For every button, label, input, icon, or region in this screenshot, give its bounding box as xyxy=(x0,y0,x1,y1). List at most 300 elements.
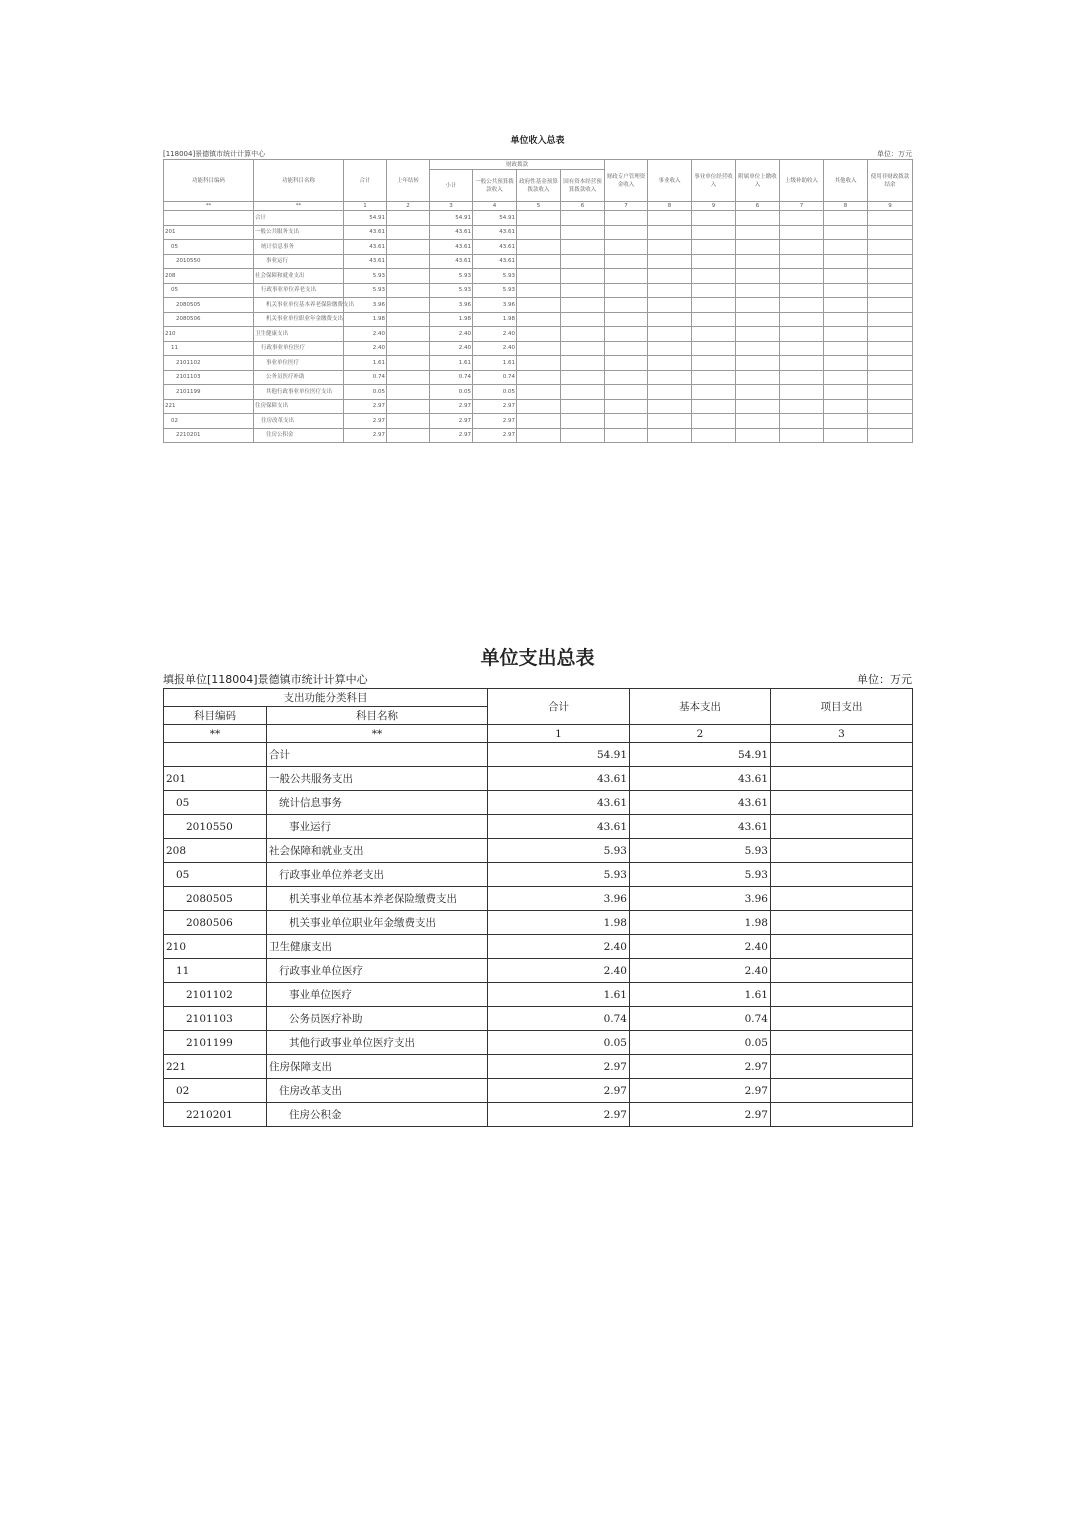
income-row-empty xyxy=(868,240,913,255)
income-row-general: 2.97 xyxy=(473,428,517,443)
income-row-carryover xyxy=(387,414,430,429)
income-row-general: 2.97 xyxy=(473,414,517,429)
income-row-empty xyxy=(561,327,605,342)
income-row-carryover xyxy=(387,327,430,342)
income-row-name: 行政事业单位养老支出 xyxy=(254,283,344,298)
income-row-empty xyxy=(692,269,736,284)
expense-row-code xyxy=(164,743,267,767)
income-index-cell: 5 xyxy=(517,202,561,211)
income-table-row xyxy=(164,298,913,313)
income-row-carryover xyxy=(387,312,430,327)
income-row-empty xyxy=(736,269,780,284)
expense-row-basic: 1.98 xyxy=(630,911,771,935)
income-row-empty xyxy=(824,327,868,342)
expense-header-project: 项目支出 xyxy=(771,689,913,725)
income-row-empty xyxy=(517,428,561,443)
income-row-empty xyxy=(648,225,692,240)
income-row-empty xyxy=(648,269,692,284)
income-row-empty xyxy=(605,370,648,385)
income-row-code: 2080505 xyxy=(164,298,254,313)
income-row-empty xyxy=(561,341,605,356)
income-header-balance: 使用非财政拨款结余 xyxy=(868,160,913,202)
income-row-empty xyxy=(605,385,648,400)
income-header-operating: 事业单位经营收入 xyxy=(692,160,736,202)
income-row-total: 5.93 xyxy=(344,269,387,284)
income-header-fiscal-group: 财政拨款 xyxy=(430,160,605,170)
expense-row-total: 54.91 xyxy=(488,743,630,767)
income-row-general: 2.97 xyxy=(473,399,517,414)
expense-index-cell: 3 xyxy=(771,725,913,743)
income-table-row xyxy=(164,283,913,298)
income-row-empty xyxy=(736,283,780,298)
income-table-row xyxy=(164,370,913,385)
income-row-empty xyxy=(736,370,780,385)
income-index-cell: ** xyxy=(254,202,344,211)
income-table-row xyxy=(164,269,913,284)
income-row-subtotal: 43.61 xyxy=(430,225,473,240)
expense-row-name: 卫生健康支出 xyxy=(267,935,488,959)
income-row-empty xyxy=(517,240,561,255)
income-meta xyxy=(163,149,912,159)
expense-row-code: 2101102 xyxy=(164,983,267,1007)
income-row-empty xyxy=(868,254,913,269)
income-row-subtotal: 5.93 xyxy=(430,283,473,298)
income-row-empty xyxy=(605,211,648,226)
income-header-gov-fund: 政府性基金预算拨款收入 xyxy=(517,170,561,202)
income-row-empty xyxy=(517,341,561,356)
expense-row-name: 机关事业单位基本养老保险缴费支出 xyxy=(267,887,488,911)
income-row-empty xyxy=(692,327,736,342)
expense-row-total: 1.61 xyxy=(488,983,630,1007)
income-row-empty xyxy=(736,341,780,356)
income-row-empty xyxy=(517,312,561,327)
expense-row-name: 公务员医疗补助 xyxy=(267,1007,488,1031)
income-row-empty xyxy=(780,399,824,414)
income-index-cell: 3 xyxy=(430,202,473,211)
income-row-empty xyxy=(780,298,824,313)
expense-row-total: 43.61 xyxy=(488,791,630,815)
expense-row-name: 住房公积金 xyxy=(267,1103,488,1127)
expense-row-code: 210 xyxy=(164,935,267,959)
expense-row-total: 0.74 xyxy=(488,1007,630,1031)
expense-row-name: 其他行政事业单位医疗支出 xyxy=(267,1031,488,1055)
income-row-general: 43.61 xyxy=(473,225,517,240)
expense-row-total: 0.05 xyxy=(488,1031,630,1055)
income-table-row xyxy=(164,240,913,255)
income-row-subtotal: 3.96 xyxy=(430,298,473,313)
income-row-empty xyxy=(517,399,561,414)
income-row-empty xyxy=(780,254,824,269)
income-row-empty xyxy=(780,327,824,342)
income-row-empty xyxy=(868,312,913,327)
income-row-empty xyxy=(561,399,605,414)
income-row-empty xyxy=(648,399,692,414)
income-header-other: 其他收入 xyxy=(824,160,868,202)
expense-table xyxy=(163,688,913,1127)
income-row-name: 住房改革支出 xyxy=(254,414,344,429)
income-row-empty xyxy=(561,211,605,226)
income-index-cell: 7 xyxy=(605,202,648,211)
income-row-code: 05 xyxy=(164,240,254,255)
income-row-carryover xyxy=(387,283,430,298)
income-row-empty xyxy=(736,254,780,269)
income-header-total: 合计 xyxy=(344,160,387,202)
income-row-general: 0.05 xyxy=(473,385,517,400)
income-row-total: 2.97 xyxy=(344,414,387,429)
expense-title: 单位支出总表 xyxy=(480,647,595,669)
expense-header-basic: 基本支出 xyxy=(630,689,771,725)
income-row-empty xyxy=(692,356,736,371)
expense-table-row xyxy=(164,1079,913,1103)
expense-row-basic: 43.61 xyxy=(630,791,771,815)
expense-row-project xyxy=(771,935,913,959)
income-row-carryover xyxy=(387,341,430,356)
expense-header-total: 合计 xyxy=(488,689,630,725)
income-row-empty xyxy=(692,298,736,313)
expense-row-total: 2.40 xyxy=(488,959,630,983)
income-row-general: 54.91 xyxy=(473,211,517,226)
income-row-code: 221 xyxy=(164,399,254,414)
income-summary xyxy=(163,133,912,443)
income-row-general: 0.74 xyxy=(473,370,517,385)
income-row-code: 2101199 xyxy=(164,385,254,400)
expense-table-row xyxy=(164,911,913,935)
income-row-empty xyxy=(824,399,868,414)
income-row-total: 1.61 xyxy=(344,356,387,371)
income-row-empty xyxy=(736,428,780,443)
income-row-name: 机关事业单位基本养老保险缴费支出 xyxy=(254,298,344,313)
income-row-empty xyxy=(517,327,561,342)
expense-table-row xyxy=(164,815,913,839)
income-header-state-capital: 国有资本经营预算拨款收入 xyxy=(561,170,605,202)
expense-row-basic: 5.93 xyxy=(630,863,771,887)
expense-row-basic: 2.97 xyxy=(630,1079,771,1103)
income-row-code xyxy=(164,211,254,226)
income-row-empty xyxy=(736,312,780,327)
income-row-empty xyxy=(736,399,780,414)
income-row-code: 02 xyxy=(164,414,254,429)
income-row-empty xyxy=(561,385,605,400)
income-row-empty xyxy=(605,269,648,284)
income-row-empty xyxy=(648,298,692,313)
expense-row-project xyxy=(771,743,913,767)
income-row-empty xyxy=(561,414,605,429)
income-row-name: 其他行政事业单位医疗支出 xyxy=(254,385,344,400)
income-row-empty xyxy=(561,269,605,284)
income-row-total: 2.40 xyxy=(344,341,387,356)
income-row-empty xyxy=(605,240,648,255)
income-row-empty xyxy=(824,225,868,240)
income-row-empty xyxy=(648,312,692,327)
expense-header-code: 科目编码 xyxy=(164,707,267,725)
expense-row-total: 2.97 xyxy=(488,1103,630,1127)
expense-row-code: 05 xyxy=(164,863,267,887)
income-row-empty xyxy=(780,356,824,371)
income-row-empty xyxy=(648,254,692,269)
income-row-empty xyxy=(648,211,692,226)
expense-summary xyxy=(163,645,912,1127)
expense-table-row xyxy=(164,791,913,815)
income-row-empty xyxy=(824,211,868,226)
income-row-code: 210 xyxy=(164,327,254,342)
income-header-upper-subsidy: 上级补助收入 xyxy=(780,160,824,202)
income-row-empty xyxy=(605,225,648,240)
income-row-empty xyxy=(692,283,736,298)
expense-meta xyxy=(163,672,912,688)
income-row-total: 3.96 xyxy=(344,298,387,313)
expense-row-project xyxy=(771,1079,913,1103)
income-table-row xyxy=(164,356,913,371)
income-row-empty xyxy=(736,240,780,255)
income-row-total: 5.93 xyxy=(344,283,387,298)
income-row-code: 11 xyxy=(164,341,254,356)
expense-row-total: 2.97 xyxy=(488,1055,630,1079)
income-row-name: 行政事业单位医疗 xyxy=(254,341,344,356)
income-row-total: 2.97 xyxy=(344,428,387,443)
income-row-empty xyxy=(561,428,605,443)
expense-row-project xyxy=(771,839,913,863)
income-header-name: 功能科目名称 xyxy=(254,160,344,202)
income-row-name: 合计 xyxy=(254,211,344,226)
expense-row-basic: 43.61 xyxy=(630,767,771,791)
income-row-empty xyxy=(692,370,736,385)
income-row-empty xyxy=(868,211,913,226)
income-row-total: 43.61 xyxy=(344,240,387,255)
expense-index-cell: ** xyxy=(164,725,267,743)
income-row-empty xyxy=(824,283,868,298)
income-row-subtotal: 1.98 xyxy=(430,312,473,327)
income-row-empty xyxy=(517,254,561,269)
income-row-empty xyxy=(824,370,868,385)
income-row-empty xyxy=(868,370,913,385)
income-row-carryover xyxy=(387,254,430,269)
income-row-carryover xyxy=(387,240,430,255)
expense-table-row xyxy=(164,839,913,863)
income-row-empty xyxy=(868,341,913,356)
income-row-total: 2.40 xyxy=(344,327,387,342)
income-row-empty xyxy=(780,240,824,255)
expense-row-name: 住房保障支出 xyxy=(267,1055,488,1079)
income-row-empty xyxy=(692,399,736,414)
income-row-empty xyxy=(868,428,913,443)
expense-row-name: 一般公共服务支出 xyxy=(267,767,488,791)
expense-row-total: 43.61 xyxy=(488,815,630,839)
expense-row-basic: 3.96 xyxy=(630,887,771,911)
expense-row-project xyxy=(771,887,913,911)
expense-index-cell: 1 xyxy=(488,725,630,743)
income-row-empty xyxy=(868,225,913,240)
income-row-empty xyxy=(868,385,913,400)
expense-row-code: 2080505 xyxy=(164,887,267,911)
income-row-empty xyxy=(736,327,780,342)
income-index-row xyxy=(164,202,913,211)
income-row-empty xyxy=(561,298,605,313)
expense-row-code: 2101103 xyxy=(164,1007,267,1031)
expense-table-row xyxy=(164,767,913,791)
income-row-name: 社会保障和就业支出 xyxy=(254,269,344,284)
income-table xyxy=(163,159,913,443)
expense-row-name: 住房改革支出 xyxy=(267,1079,488,1103)
expense-row-basic: 43.61 xyxy=(630,815,771,839)
income-unit-label: [118004]景德镇市统计计算中心 xyxy=(163,150,266,158)
expense-row-total: 1.98 xyxy=(488,911,630,935)
income-row-empty xyxy=(736,414,780,429)
income-row-subtotal: 0.05 xyxy=(430,385,473,400)
income-row-empty xyxy=(868,414,913,429)
expense-table-row xyxy=(164,983,913,1007)
income-row-general: 3.96 xyxy=(473,298,517,313)
income-header-subsidiary: 附属单位上缴收入 xyxy=(736,160,780,202)
income-header-business: 事业收入 xyxy=(648,160,692,202)
income-row-empty xyxy=(517,225,561,240)
expense-row-total: 5.93 xyxy=(488,839,630,863)
income-index-cell: 9 xyxy=(692,202,736,211)
income-row-empty xyxy=(868,399,913,414)
income-row-empty xyxy=(868,283,913,298)
income-row-carryover xyxy=(387,269,430,284)
income-index-cell: 9 xyxy=(868,202,913,211)
expense-row-project xyxy=(771,983,913,1007)
income-row-code: 2101103 xyxy=(164,370,254,385)
expense-row-project xyxy=(771,1031,913,1055)
expense-row-code: 2010550 xyxy=(164,815,267,839)
income-row-subtotal: 2.97 xyxy=(430,428,473,443)
income-index-cell: 8 xyxy=(648,202,692,211)
income-index-cell: 2 xyxy=(387,202,430,211)
income-row-empty xyxy=(692,414,736,429)
income-row-empty xyxy=(780,211,824,226)
income-row-carryover xyxy=(387,225,430,240)
expense-row-total: 2.40 xyxy=(488,935,630,959)
income-table-row xyxy=(164,399,913,414)
income-row-empty xyxy=(780,414,824,429)
expense-row-basic: 5.93 xyxy=(630,839,771,863)
expense-row-basic: 1.61 xyxy=(630,983,771,1007)
income-row-empty xyxy=(561,225,605,240)
expense-unit-label: 填报单位[118004]景德镇市统计计算中心 xyxy=(163,673,368,686)
income-row-general: 43.61 xyxy=(473,240,517,255)
income-row-name: 事业运行 xyxy=(254,254,344,269)
income-header-code: 功能科目编码 xyxy=(164,160,254,202)
expense-row-code: 2080506 xyxy=(164,911,267,935)
income-row-empty xyxy=(517,298,561,313)
income-row-empty xyxy=(736,225,780,240)
expense-table-row xyxy=(164,863,913,887)
income-row-empty xyxy=(824,254,868,269)
expense-row-basic: 54.91 xyxy=(630,743,771,767)
expense-row-project xyxy=(771,815,913,839)
expense-row-code: 11 xyxy=(164,959,267,983)
income-row-empty xyxy=(780,225,824,240)
income-row-empty xyxy=(517,269,561,284)
expense-row-code: 05 xyxy=(164,791,267,815)
expense-row-basic: 2.40 xyxy=(630,959,771,983)
expense-table-row xyxy=(164,887,913,911)
income-row-empty xyxy=(517,414,561,429)
income-row-empty xyxy=(824,356,868,371)
income-row-empty xyxy=(605,298,648,313)
expense-table-row xyxy=(164,1103,913,1127)
income-row-name: 卫生健康支出 xyxy=(254,327,344,342)
expense-row-basic: 2.97 xyxy=(630,1103,771,1127)
expense-row-project xyxy=(771,1007,913,1031)
income-row-empty xyxy=(517,211,561,226)
expense-row-basic: 0.74 xyxy=(630,1007,771,1031)
income-row-general: 1.98 xyxy=(473,312,517,327)
income-row-empty xyxy=(648,341,692,356)
income-table-row xyxy=(164,225,913,240)
expense-row-project xyxy=(771,911,913,935)
income-row-empty xyxy=(561,240,605,255)
expense-row-code: 201 xyxy=(164,767,267,791)
income-row-general: 1.61 xyxy=(473,356,517,371)
income-row-empty xyxy=(648,428,692,443)
income-row-empty xyxy=(692,385,736,400)
income-index-cell: ** xyxy=(164,202,254,211)
income-row-code: 201 xyxy=(164,225,254,240)
income-row-empty xyxy=(648,240,692,255)
expense-row-project xyxy=(771,791,913,815)
income-row-carryover xyxy=(387,385,430,400)
income-header-carryover: 上年结转 xyxy=(387,160,430,202)
income-row-empty xyxy=(648,370,692,385)
income-row-empty xyxy=(517,283,561,298)
expense-row-name: 机关事业单位职业年金缴费支出 xyxy=(267,911,488,935)
income-row-empty xyxy=(648,414,692,429)
expense-table-row xyxy=(164,743,913,767)
income-row-total: 0.74 xyxy=(344,370,387,385)
expense-row-project xyxy=(771,767,913,791)
expense-header-name: 科目名称 xyxy=(267,707,488,725)
income-row-code: 2010550 xyxy=(164,254,254,269)
income-row-empty xyxy=(824,341,868,356)
income-header-subtotal: 小计 xyxy=(430,170,473,202)
income-row-carryover xyxy=(387,298,430,313)
income-row-empty xyxy=(605,283,648,298)
expense-row-code: 221 xyxy=(164,1055,267,1079)
income-row-empty xyxy=(648,283,692,298)
income-row-name: 住房保障支出 xyxy=(254,399,344,414)
income-row-empty xyxy=(605,414,648,429)
income-row-empty xyxy=(736,385,780,400)
income-row-name: 统计信息事务 xyxy=(254,240,344,255)
income-table-row xyxy=(164,327,913,342)
income-index-cell: 4 xyxy=(473,202,517,211)
income-row-carryover xyxy=(387,211,430,226)
income-row-name: 事业单位医疗 xyxy=(254,356,344,371)
income-row-empty xyxy=(692,341,736,356)
expense-index-cell: ** xyxy=(267,725,488,743)
income-row-empty xyxy=(824,269,868,284)
expense-row-project xyxy=(771,959,913,983)
income-table-row xyxy=(164,341,913,356)
income-row-empty xyxy=(824,298,868,313)
income-row-total: 43.61 xyxy=(344,254,387,269)
income-row-empty xyxy=(824,385,868,400)
income-row-empty xyxy=(824,414,868,429)
income-table-row xyxy=(164,428,913,443)
income-row-empty xyxy=(605,312,648,327)
expense-row-code: 2210201 xyxy=(164,1103,267,1127)
expense-header-category: 支出功能分类科目 xyxy=(164,689,488,707)
income-row-subtotal: 43.61 xyxy=(430,240,473,255)
income-row-carryover xyxy=(387,356,430,371)
income-row-empty xyxy=(692,254,736,269)
income-row-subtotal: 2.97 xyxy=(430,414,473,429)
income-row-empty xyxy=(780,428,824,443)
income-row-empty xyxy=(648,385,692,400)
expense-row-name: 合计 xyxy=(267,743,488,767)
